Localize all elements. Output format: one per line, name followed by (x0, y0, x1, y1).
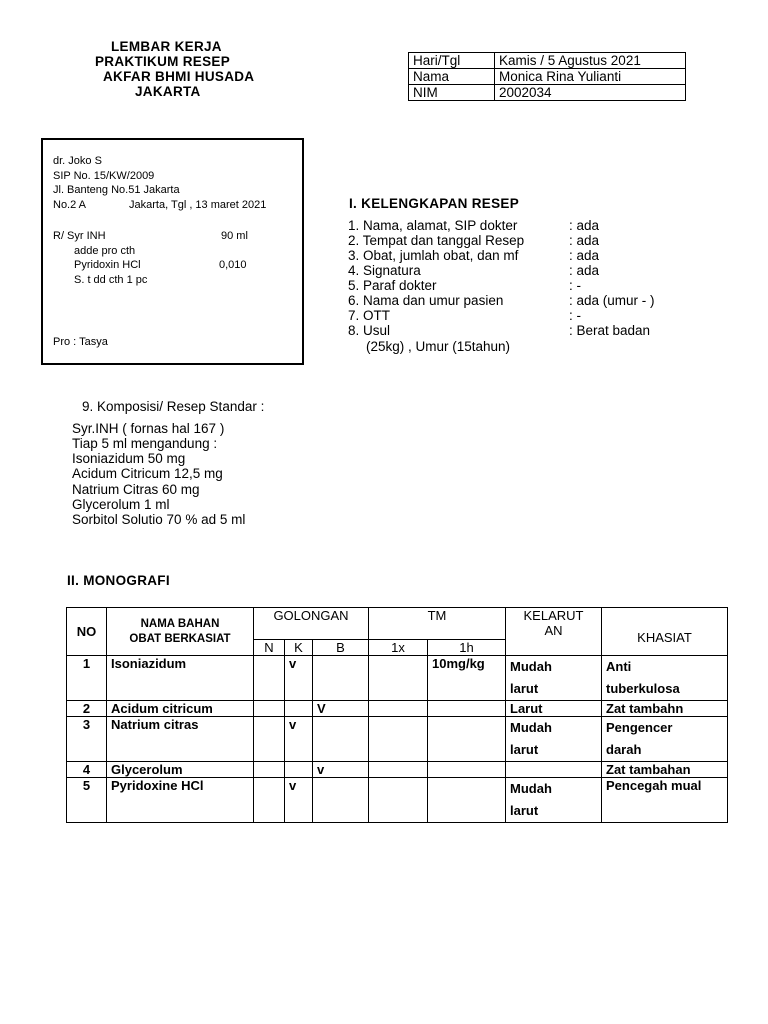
completeness-value: : ada (umur - ) (569, 293, 655, 308)
col-header-tm: TM (369, 608, 506, 640)
rx-address: Jl. Banteng No.51 Jakarta (53, 184, 180, 196)
cell-nama: Glycerolum (107, 762, 254, 778)
cell-no: 4 (67, 762, 107, 778)
col-header-nama-line-2: OBAT BERKASIAT (129, 632, 231, 645)
cell-n (254, 717, 285, 762)
completeness-label: 6. Nama dan umur pasien (348, 293, 504, 308)
cell-khasiat-line-2: darah (606, 742, 642, 757)
cell-n (254, 778, 285, 823)
rx-recipe-line-2: adde pro cth (74, 245, 136, 257)
composition-line: Sorbitol Solutio 70 % ad 5 ml (72, 512, 246, 527)
completeness-label: 1. Nama, alamat, SIP dokter (348, 218, 518, 233)
info-row (409, 85, 686, 101)
rx-recipe-line-1: R/ Syr INH (53, 230, 106, 242)
rx-qty-1: 90 ml (221, 230, 248, 242)
completeness-value: : - (569, 308, 581, 323)
col-header-kelarutan (506, 608, 602, 656)
table-row (67, 717, 728, 762)
cell-khasiat: Zat tambahan (602, 762, 728, 778)
section-1-title: I. KELENGKAPAN RESEP (349, 196, 520, 211)
col-header-n: N (254, 640, 285, 656)
composition-title: 9. Komposisi/ Resep Standar : (82, 399, 265, 414)
cell-nama: Natrium citras (107, 717, 254, 762)
completeness-label: 5. Paraf dokter (348, 278, 437, 293)
info-value: Monica Rina Yulianti (495, 69, 686, 85)
cell-kelarutan (506, 778, 602, 823)
header-line-3: AKFAR BHMI HUSADA (103, 69, 255, 84)
cell-1x (369, 778, 428, 823)
header-line-1: LEMBAR KERJA (111, 39, 222, 54)
col-header-1x: 1x (369, 640, 428, 656)
info-row (409, 69, 686, 85)
cell-1h (428, 762, 506, 778)
cell-kelarutan-line-1: Mudah (510, 659, 552, 674)
cell-khasiat: Zat tambahn (602, 701, 728, 717)
completeness-value: : ada (569, 263, 600, 278)
header-line-4: JAKARTA (135, 84, 201, 99)
cell-1h (428, 701, 506, 717)
cell-nama: Isoniazidum (107, 656, 254, 701)
info-value: 2002034 (495, 85, 686, 101)
cell-1h: 10mg/kg (428, 656, 506, 701)
completeness-label: 8. Usul (348, 323, 391, 338)
completeness-value: : - (569, 278, 581, 293)
cell-k (285, 762, 313, 778)
cell-n (254, 701, 285, 717)
composition-line: Glycerolum 1 ml (72, 497, 170, 512)
cell-kelarutan-line-2: larut (510, 803, 539, 818)
cell-1x (369, 762, 428, 778)
cell-b (313, 656, 369, 701)
col-header-nama (107, 608, 254, 656)
completeness-value: : Berat badan (569, 323, 651, 338)
composition-line: Isoniazidum 50 mg (72, 451, 186, 466)
rx-recipe-line-3: Pyridoxin HCl (74, 259, 141, 271)
info-label: Hari/Tgl (409, 53, 495, 69)
completeness-label: 4. Signatura (348, 263, 421, 278)
cell-kelarutan-line-2: larut (510, 681, 539, 696)
cell-kelarutan (506, 717, 602, 762)
composition-line: Acidum Citricum 12,5 mg (72, 466, 223, 481)
cell-1h (428, 717, 506, 762)
cell-k: v (285, 717, 313, 762)
student-info-table (408, 52, 686, 101)
cell-khasiat (602, 717, 728, 762)
col-header-1h: 1h (428, 640, 506, 656)
cell-n (254, 762, 285, 778)
cell-kelarutan-line-1: Mudah (510, 781, 552, 796)
info-row (409, 53, 686, 69)
col-header-golongan: GOLONGAN (254, 608, 369, 640)
rx-qty-3: 0,010 (219, 259, 247, 271)
rx-sip: SIP No. 15/KW/2009 (53, 170, 155, 182)
cell-kelarutan (506, 656, 602, 701)
cell-nama: Pyridoxine HCl (107, 778, 254, 823)
cell-kelarutan-line-2: larut (510, 742, 539, 757)
col-header-nama-line-1: NAMA BAHAN (140, 617, 220, 630)
cell-k: v (285, 656, 313, 701)
cell-b (313, 778, 369, 823)
cell-1x (369, 717, 428, 762)
cell-nama: Acidum citricum (107, 701, 254, 717)
cell-khasiat-line-1: Anti (606, 659, 632, 674)
table-row (67, 701, 728, 717)
cell-k: v (285, 778, 313, 823)
composition-line: Natrium Citras 60 mg (72, 482, 200, 497)
cell-n (254, 656, 285, 701)
rx-patient: Pro : Tasya (53, 336, 108, 348)
prescription-box (41, 138, 304, 365)
table-row (67, 762, 728, 778)
composition-line: Syr.INH ( fornas hal 167 ) (72, 421, 225, 436)
info-label: NIM (409, 85, 495, 101)
composition-line: Tiap 5 ml mengandung : (72, 436, 218, 451)
cell-no: 3 (67, 717, 107, 762)
col-header-k: K (285, 640, 313, 656)
cell-khasiat (602, 656, 728, 701)
table-row (67, 656, 728, 701)
cell-no: 1 (67, 656, 107, 701)
cell-kelarutan-line-1: Mudah (510, 720, 552, 735)
completeness-value: : ada (569, 218, 600, 233)
rx-doctor: dr. Joko S (53, 155, 102, 167)
col-header-khasiat: KHASIAT (602, 608, 728, 656)
col-header-no: NO (67, 608, 107, 656)
table-row (67, 778, 728, 823)
section-2-title: II. MONOGRAFI (67, 573, 170, 588)
cell-k (285, 701, 313, 717)
monograph-table (66, 607, 728, 823)
cell-1x (369, 701, 428, 717)
col-header-b: B (313, 640, 369, 656)
cell-kelarutan: Larut (506, 701, 602, 717)
cell-1h (428, 778, 506, 823)
header-line-2: PRAKTIKUM RESEP (95, 54, 231, 69)
completeness-value: : ada (569, 233, 600, 248)
cell-1x (369, 656, 428, 701)
cell-khasiat: Pencegah mual (602, 778, 728, 823)
completeness-label: 3. Obat, jumlah obat, dan mf (348, 248, 519, 263)
info-value: Kamis / 5 Agustus 2021 (495, 53, 686, 69)
completeness-value: : ada (569, 248, 600, 263)
cell-b: V (313, 701, 369, 717)
rx-place-date: Jakarta, Tgl , 13 maret 2021 (129, 199, 267, 211)
rx-signa: S. t dd cth 1 pc (74, 274, 148, 286)
col-header-kelarutan-line-2: AN (544, 623, 563, 638)
completeness-label: 2. Tempat dan tanggal Resep (348, 233, 525, 248)
cell-khasiat-line-2: tuberkulosa (606, 681, 680, 696)
completeness-usul-continuation: (25kg) , Umur (15tahun) (366, 339, 511, 354)
cell-no: 5 (67, 778, 107, 823)
cell-b: v (313, 762, 369, 778)
table-header-row (67, 608, 728, 640)
col-header-kelarutan-line-1: KELARUT (523, 608, 584, 623)
completeness-label: 7. OTT (348, 308, 391, 323)
cell-b (313, 717, 369, 762)
cell-kelarutan (506, 762, 602, 778)
rx-number: No.2 A (53, 199, 87, 211)
cell-no: 2 (67, 701, 107, 717)
cell-khasiat-line-1: Pengencer (606, 720, 673, 735)
info-label: Nama (409, 69, 495, 85)
